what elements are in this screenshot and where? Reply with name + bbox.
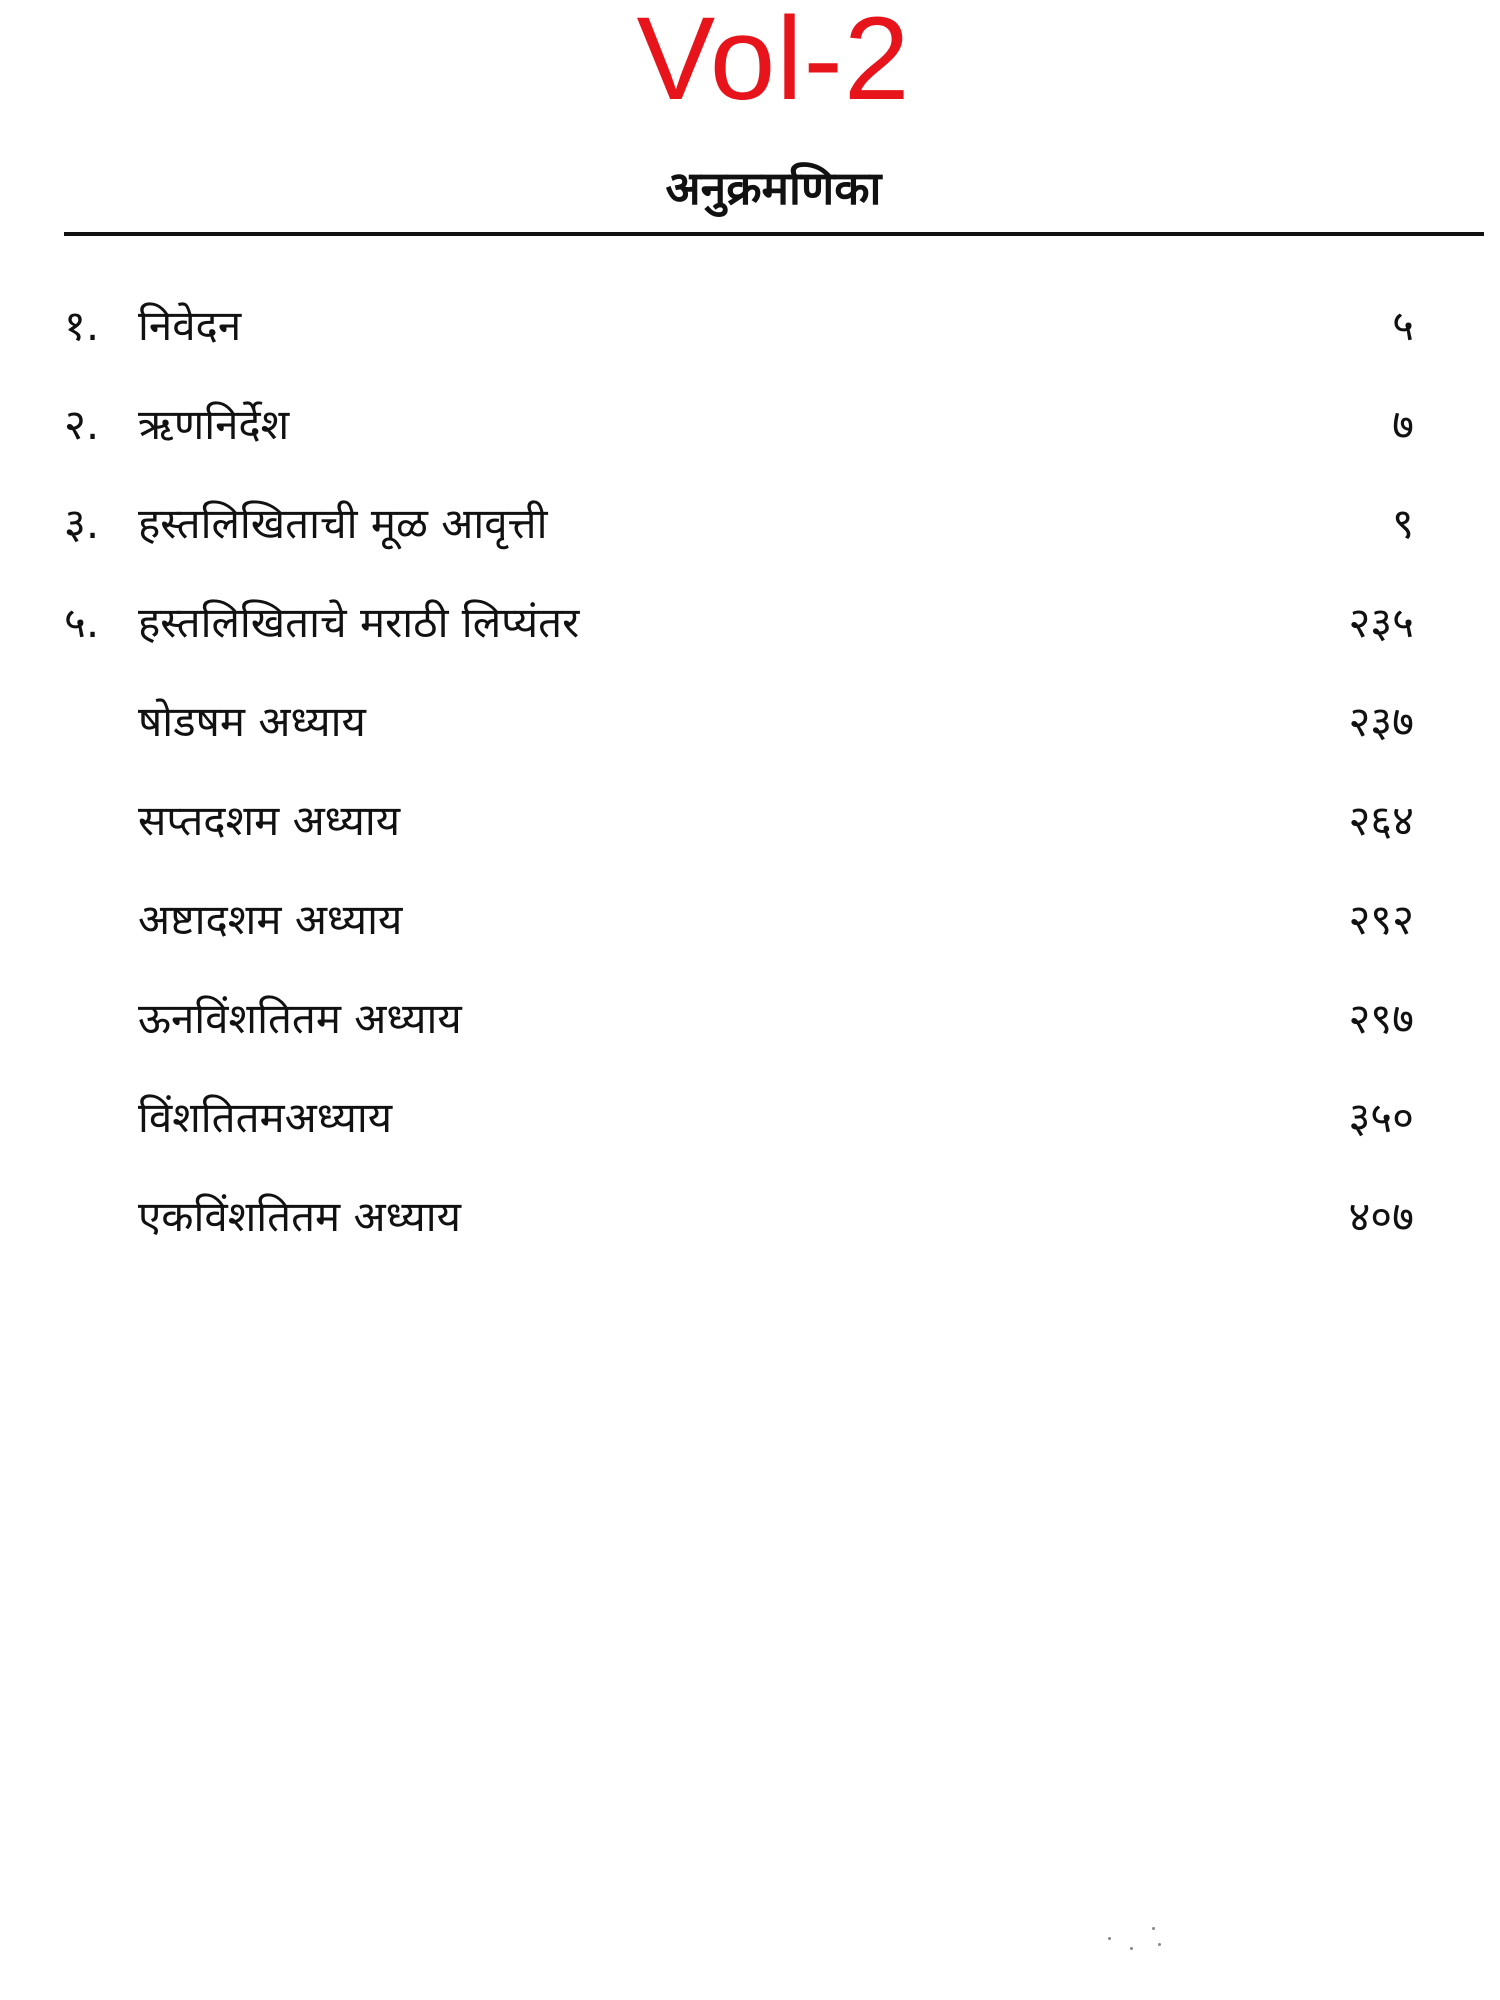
- toc-list: [0, 290, 1500, 1280]
- toc-entry-page: २९७: [1348, 994, 1414, 1043]
- toc-entry: [0, 488, 1500, 587]
- toc-entry-title: विंशतितमअध्याय: [138, 1093, 393, 1142]
- toc-entry: [0, 1082, 1500, 1181]
- toc-entry-title: एकविंशतितम अध्याय: [138, 1192, 461, 1241]
- volume-label: Vol-2: [636, 0, 911, 125]
- toc-entry-number: २.: [64, 400, 100, 449]
- scan-specks: [1100, 1925, 1180, 1955]
- toc-entry: [0, 785, 1500, 884]
- toc-entry-page: २६४: [1348, 796, 1414, 845]
- toc-entry-page: ४०७: [1348, 1192, 1414, 1241]
- toc-entry-page: ३५०: [1348, 1093, 1414, 1142]
- toc-entry: [0, 884, 1500, 983]
- toc-entry-page: ५: [1392, 301, 1414, 350]
- toc-entry-page: ९: [1392, 499, 1414, 548]
- speck: [1158, 1943, 1161, 1946]
- toc-entry: [0, 983, 1500, 1082]
- toc-entry: [0, 686, 1500, 785]
- toc-entry-page: २९२: [1348, 895, 1414, 944]
- toc-entry-title: हस्तलिखिताचे मराठी लिप्यंतर: [138, 598, 580, 647]
- toc-entry-number: १.: [64, 301, 100, 350]
- toc-entry: [0, 290, 1500, 389]
- toc-entry-page: ७: [1392, 400, 1414, 449]
- toc-heading: अनुक्रमणिका: [665, 161, 882, 215]
- toc-entry-number: ५.: [64, 598, 100, 647]
- toc-entry: [0, 1181, 1500, 1280]
- heading-divider: [64, 232, 1484, 236]
- toc-entry: [0, 389, 1500, 488]
- toc-entry-title: ऋणनिर्देश: [138, 400, 290, 449]
- speck: [1152, 1927, 1155, 1930]
- toc-entry-page: २३५: [1348, 598, 1414, 647]
- toc-entry: [0, 587, 1500, 686]
- speck: [1108, 1937, 1111, 1940]
- toc-entry-title: अष्टादशम अध्याय: [138, 895, 403, 944]
- toc-entry-title: हस्तलिखिताची मूळ आवृत्ती: [138, 499, 548, 548]
- toc-entry-number: ३.: [64, 499, 100, 548]
- toc-entry-title: षोडषम अध्याय: [138, 697, 366, 746]
- toc-entry-title: निवेदन: [138, 301, 242, 350]
- toc-entry-title: ऊनविंशतितम अध्याय: [138, 994, 462, 1043]
- toc-entry-page: २३७: [1348, 697, 1414, 746]
- speck: [1130, 1947, 1133, 1950]
- toc-entry-title: सप्तदशम अध्याय: [138, 796, 401, 845]
